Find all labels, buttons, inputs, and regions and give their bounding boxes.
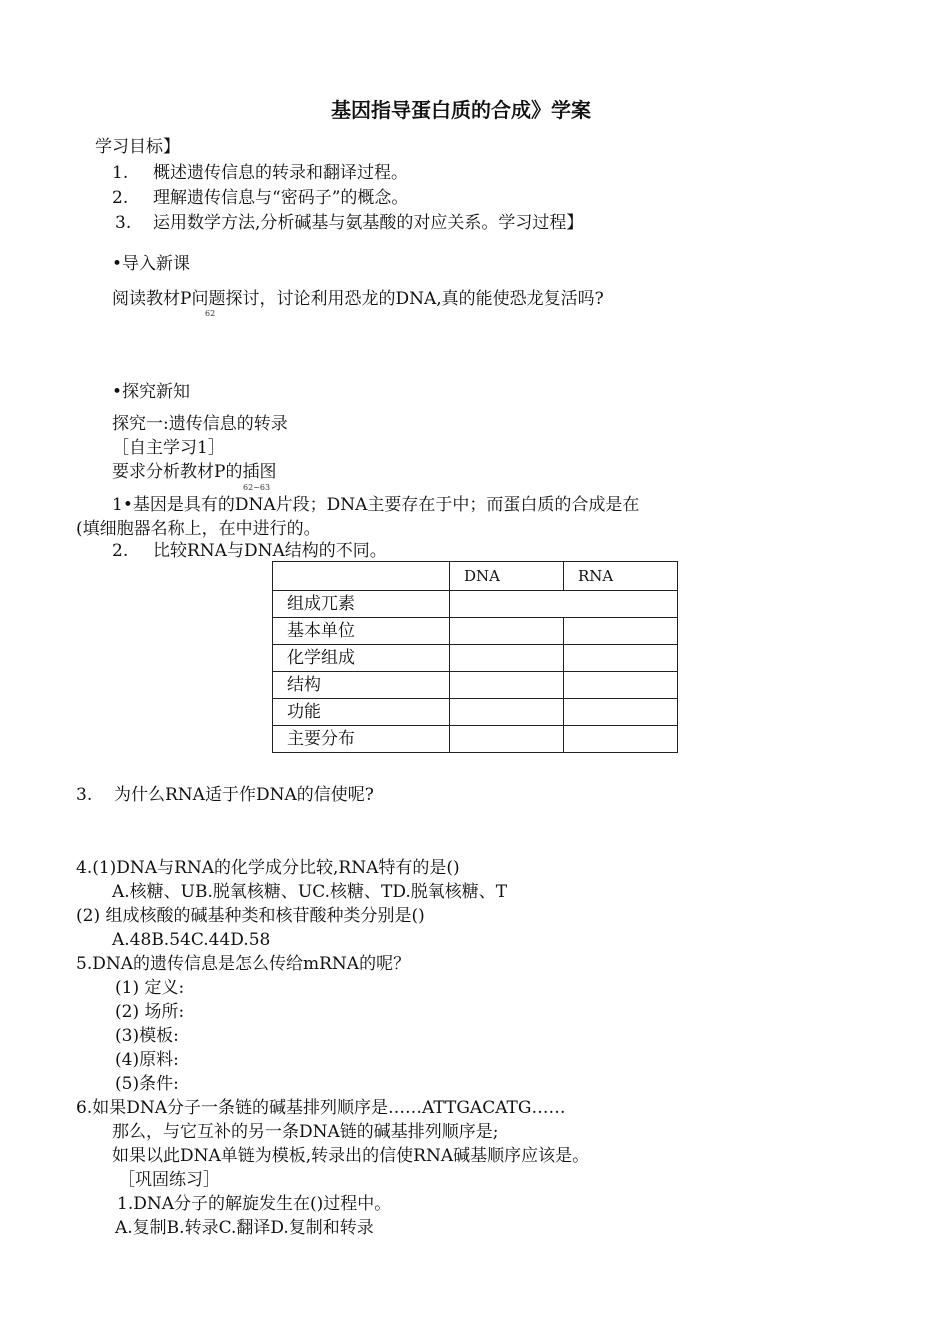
explore-heading: •探究新知: [112, 382, 191, 402]
table-row: [273, 645, 678, 672]
intro-page-subscript: 62: [205, 309, 216, 318]
objective-1-num: 1.: [112, 163, 129, 183]
section1-title: 探究一:遗传信息的转录: [112, 414, 288, 434]
question6-line-a: 那么，与它互补的另一条DNA链的碱基排列顺序是;: [112, 1122, 499, 1142]
question3-text: 为什么RNA适于作DNA的信使呢?: [114, 785, 374, 805]
table-header-rna: RNA: [564, 562, 678, 591]
question4-2-options: A.48B.54C.44D.58: [112, 930, 271, 950]
objective-2-num: 2.: [112, 188, 129, 208]
objectives-heading: 学习目标】: [95, 137, 180, 157]
question2-num: 2.: [112, 541, 129, 561]
table-cell: [564, 618, 678, 645]
row-label-structure: 结构: [273, 672, 450, 699]
comparison-table: [272, 561, 678, 753]
requirement-text: 要求分析教材P的插图: [112, 462, 277, 482]
row-label-composition: 化学组成: [273, 645, 450, 672]
table-header-cell: [273, 562, 450, 591]
table-cell: [564, 726, 678, 753]
table-cell: [564, 699, 678, 726]
table-cell: [564, 672, 678, 699]
question5-item: (4)原料:: [115, 1050, 179, 1070]
practice-question1: 1.DNA分子的解旋发生在()过程中。: [117, 1194, 392, 1214]
practice-question1-options: A.复制B.转录C.翻译D.复制和转录: [115, 1218, 374, 1238]
table-row: [273, 726, 678, 753]
table-row: [273, 591, 678, 618]
objective-1-text: 概述遗传信息的转录和翻译过程。: [153, 163, 408, 183]
table-cell: [450, 618, 564, 645]
table-header-row: [273, 562, 678, 591]
intro-question: 阅读教材P问题探讨，讨论利用恐龙的DNA,真的能使恐龙复活吗?: [112, 289, 604, 309]
practice-label: ［巩固练习］: [118, 1170, 220, 1190]
question5-item: (2) 场所:: [115, 1002, 185, 1022]
question4-1: 4.(1)DNA与RNA的化学成分比较,RNA特有的是(): [76, 858, 460, 878]
table-header-dna: DNA: [450, 562, 564, 591]
table-cell-merged: [450, 591, 678, 618]
question1-line1: 1•基因是具有的DNA片段；DNA主要存在于中；而蛋白质的合成是在: [112, 495, 640, 515]
table-row: [273, 672, 678, 699]
self-study-label: ［自主学习1］: [112, 438, 225, 458]
table-row: [273, 699, 678, 726]
question3-num: 3.: [76, 785, 93, 805]
row-label-unit: 基本单位: [273, 618, 450, 645]
question4-1-options: A.核糖、UB.脱氧核糖、UC.核糖、TD.脱氧核糖、T: [112, 882, 508, 902]
page-title: 基因指导蛋白质的合成》学案: [331, 98, 591, 122]
table-cell: [450, 699, 564, 726]
question1-line2: (填细胞器名称上，在中进行的。: [76, 519, 321, 539]
table-cell: [564, 645, 678, 672]
row-label-distribution: 主要分布: [273, 726, 450, 753]
requirement-page-subscript: 62~63: [243, 483, 271, 492]
table-cell: [450, 672, 564, 699]
table-cell: [450, 726, 564, 753]
question5-item: (5)条件:: [115, 1074, 179, 1094]
row-label-function: 功能: [273, 699, 450, 726]
objective-3-num: 3.: [115, 213, 132, 233]
table-row: [273, 618, 678, 645]
question4-2: (2) 组成核酸的碱基种类和核苷酸种类分别是(): [76, 906, 425, 926]
question5-item: (3)模板:: [115, 1026, 179, 1046]
question6: 6.如果DNA分子一条链的碱基排列顺序是……ATTGACATG……: [76, 1098, 566, 1118]
question2-text: 比较RNA与DNA结构的不同。: [153, 541, 387, 561]
question6-line-b: 如果以此DNA单链为模板,转录出的信使RNA碱基顺序应该是。: [112, 1146, 590, 1166]
question5-item: (1) 定义:: [115, 978, 185, 998]
intro-heading: •导入新课: [112, 254, 191, 274]
table-cell: [450, 645, 564, 672]
objective-3-text: 运用数学方法,分析碱基与氨基酸的对应关系。学习过程】: [153, 213, 584, 233]
row-label-elements: 组成兀素: [273, 591, 450, 618]
objective-2-text: 理解遗传信息与“密码子”的概念。: [153, 188, 409, 208]
question5: 5.DNA的遗传信息是怎么传给mRNA的呢？: [76, 954, 411, 974]
